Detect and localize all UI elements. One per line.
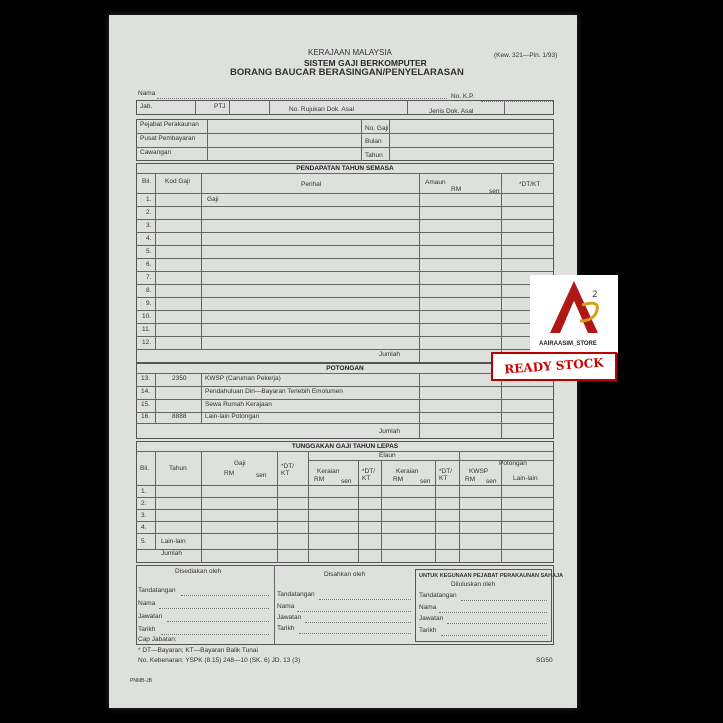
tg-kwsp: KWSP (469, 468, 489, 475)
cawangan-label: Cawangan (140, 149, 172, 156)
pot-perihal: KWSP (Caruman Pekerja) (205, 375, 281, 382)
potongan-title: POTONGAN (326, 365, 364, 372)
sig-tarikh: Tarikh (419, 627, 437, 634)
store-logo-icon (530, 275, 618, 341)
nokp-label: No. K.P. (451, 93, 475, 100)
row-bil: 3. (146, 222, 152, 229)
col-kod: Kod Gaji (165, 178, 190, 185)
col-amaun: Amaun (425, 179, 446, 186)
tahun-label: Tahun (365, 152, 383, 159)
pot-bil: 13. (141, 375, 151, 382)
tg-rm: RM (224, 470, 235, 477)
table-row-line (136, 549, 554, 550)
table-row-line (136, 258, 554, 259)
govt-title: KERAJAAN MALAYSIA (308, 48, 392, 57)
tg-sen: sen (486, 478, 497, 485)
nogaji-label: No. Gaji (365, 125, 389, 132)
tunggakan-jumlah: Jumlah (161, 550, 182, 557)
tg-gaji: Gaji (234, 460, 246, 467)
printer-mark: PNMB-JB (130, 678, 152, 684)
tg-row-bil: 3. (141, 512, 147, 519)
table-row-line (136, 271, 554, 272)
ptj-label: PTJ (214, 103, 226, 110)
jenis-label: Jenis Dok. Asal (429, 108, 474, 115)
potongan-jumlah: Jumlah (379, 428, 400, 435)
rujukan-label: No. Rujukan Dok. Asal (289, 106, 355, 113)
row-bil: 2. (146, 209, 152, 216)
form-code: SG50 (536, 657, 553, 664)
tunggakan-title: TUNGGAKAN GAJI TAHUN LEPAS (291, 443, 399, 450)
sig-nama: Nama (419, 604, 437, 611)
table-row-line (136, 336, 554, 337)
row-bil: 5. (146, 248, 152, 255)
pot-bil: 15. (141, 401, 151, 408)
sig-jawatan: Jawatan (138, 613, 163, 620)
pot-perihal: Sewa Rumah Kerajaan (205, 401, 272, 408)
row-bil: 12. (142, 339, 152, 346)
pejabat-label: Pejabat Perakaunan (140, 121, 199, 128)
sig-tandatangan: Tandatangan (419, 592, 457, 599)
table-row-line (136, 206, 554, 207)
tg-dtkt: *DT/ KT (362, 468, 375, 482)
col-perihal: Perihal (301, 181, 322, 188)
row-bil: 11. (142, 326, 151, 333)
table-row-line (136, 232, 554, 233)
tg-elaun: Elaun (379, 452, 396, 459)
row-bil: 7. (146, 274, 152, 281)
tg-row-bil: 1. (141, 488, 147, 495)
disahkan-label: Disahkan oleh (324, 571, 366, 578)
pusat-label: Pusat Pembayaran (140, 135, 196, 142)
tg-row-bil: 5. (141, 538, 147, 545)
table-row-line (136, 297, 554, 298)
sig-nama: Nama (277, 603, 295, 610)
tg-potongan: Potongan (499, 460, 527, 467)
row-perihal: Gaji (207, 196, 219, 203)
diluluskan-label: Diluluskan oleh (451, 581, 496, 588)
store-logo (530, 275, 618, 353)
table-row-line (136, 509, 554, 510)
table-row-line (136, 323, 554, 324)
sig-cap: Cap Jabatan: (138, 636, 177, 643)
nama-label: Nama (138, 90, 156, 97)
tg-tahun: Tahun (169, 465, 187, 472)
tg-sen: sen (341, 478, 352, 485)
pot-kod: 8888 (172, 413, 187, 420)
col-dtkt: *DT/KT (519, 181, 541, 188)
row-bil: 8. (146, 287, 152, 294)
table-row-line (136, 219, 554, 220)
tg-rm: RM (465, 476, 476, 483)
tg-lain: Lain-lain (513, 475, 538, 482)
store-name: AAIRAASIM_STORE (539, 341, 597, 347)
untuk-label: UNTUK KEGUNAAN PEJABAT PERAKAUNAN SAHAJA (419, 573, 564, 579)
row-bil: 4. (146, 235, 152, 242)
bulan-label: Bulan (365, 138, 382, 145)
pot-bil: 16. (141, 413, 151, 420)
tg-row-bil: 4. (141, 524, 147, 531)
pendapatan-jumlah: Jumlah (379, 351, 400, 358)
sig-nama: Nama (138, 600, 156, 607)
table-row-line (136, 521, 554, 522)
sig-jawatan: Jawatan (419, 615, 444, 622)
footer-note1: * DT—Bayaran; KT—Bayaran Balik Tunai (138, 647, 258, 654)
tg-rm: RM (314, 476, 325, 483)
pendapatan-title: PENDAPATAN TAHUN SEMASA (296, 165, 394, 172)
system-title: SISTEM GAJI BERKOMPUTER (304, 58, 427, 68)
tg-lainlain: Lain-lain (161, 538, 186, 545)
sig-tandatangan: Tandatangan (277, 591, 315, 598)
tg-bil: Bil. (140, 465, 150, 472)
sig-tandatangan: Tandatangan (138, 587, 176, 594)
tg-rm: RM (393, 476, 404, 483)
form-ref: (Kew. 321—Pin. 1/93) (494, 52, 558, 59)
sig-jawatan: Jawatan (277, 614, 302, 621)
disediakan-label: Disediakan oleh (175, 568, 222, 575)
row-bil: 9. (146, 300, 152, 307)
nama-line[interactable] (157, 98, 447, 99)
table-row-line (136, 310, 554, 311)
row-bil: 10. (142, 313, 152, 320)
col-rm: RM (451, 186, 462, 193)
tg-sen: sen (256, 472, 267, 479)
table-row-line (136, 533, 554, 534)
sig-tarikh: Tarikh (277, 625, 295, 632)
table-row-line (136, 284, 554, 285)
row-bil: 1. (146, 196, 152, 203)
tg-keraian: Keraian (317, 468, 340, 475)
row-bil: 6. (146, 261, 152, 268)
tg-sen: sen (420, 478, 431, 485)
svg-text:2: 2 (592, 290, 598, 300)
col-bil: Bil. (142, 178, 152, 185)
tg-dtkt: *DT/ KT (281, 463, 294, 477)
tg-keraian: Keraian (396, 468, 419, 475)
pot-kod: 2350 (172, 375, 187, 382)
pot-perihal: Pendahuluan Diri—Bayaran Terlebih Emolumen (205, 388, 343, 395)
ready-stock-text: READY STOCK (503, 355, 605, 377)
pot-bil: 14. (141, 388, 151, 395)
tg-row-bil: 2. (141, 500, 147, 507)
table-row-line (136, 497, 554, 498)
tg-dtkt: *DT/ KT (439, 468, 452, 482)
footer-note2: No. Kebenaran: YSPK (8.15) 248—10 (SK. 6) JD. 13 (3) (138, 657, 301, 664)
pot-perihal: Lain-lain Potongan (205, 413, 260, 420)
jab-label: Jab. (140, 103, 153, 110)
form-title: BORANG BAUCAR BERASINGAN/PENYELARASAN (230, 67, 464, 78)
col-sen: sen (489, 188, 500, 195)
sig-tarikh: Tarikh (138, 626, 156, 633)
ready-stock-stamp (491, 352, 617, 381)
table-row-line (136, 245, 554, 246)
